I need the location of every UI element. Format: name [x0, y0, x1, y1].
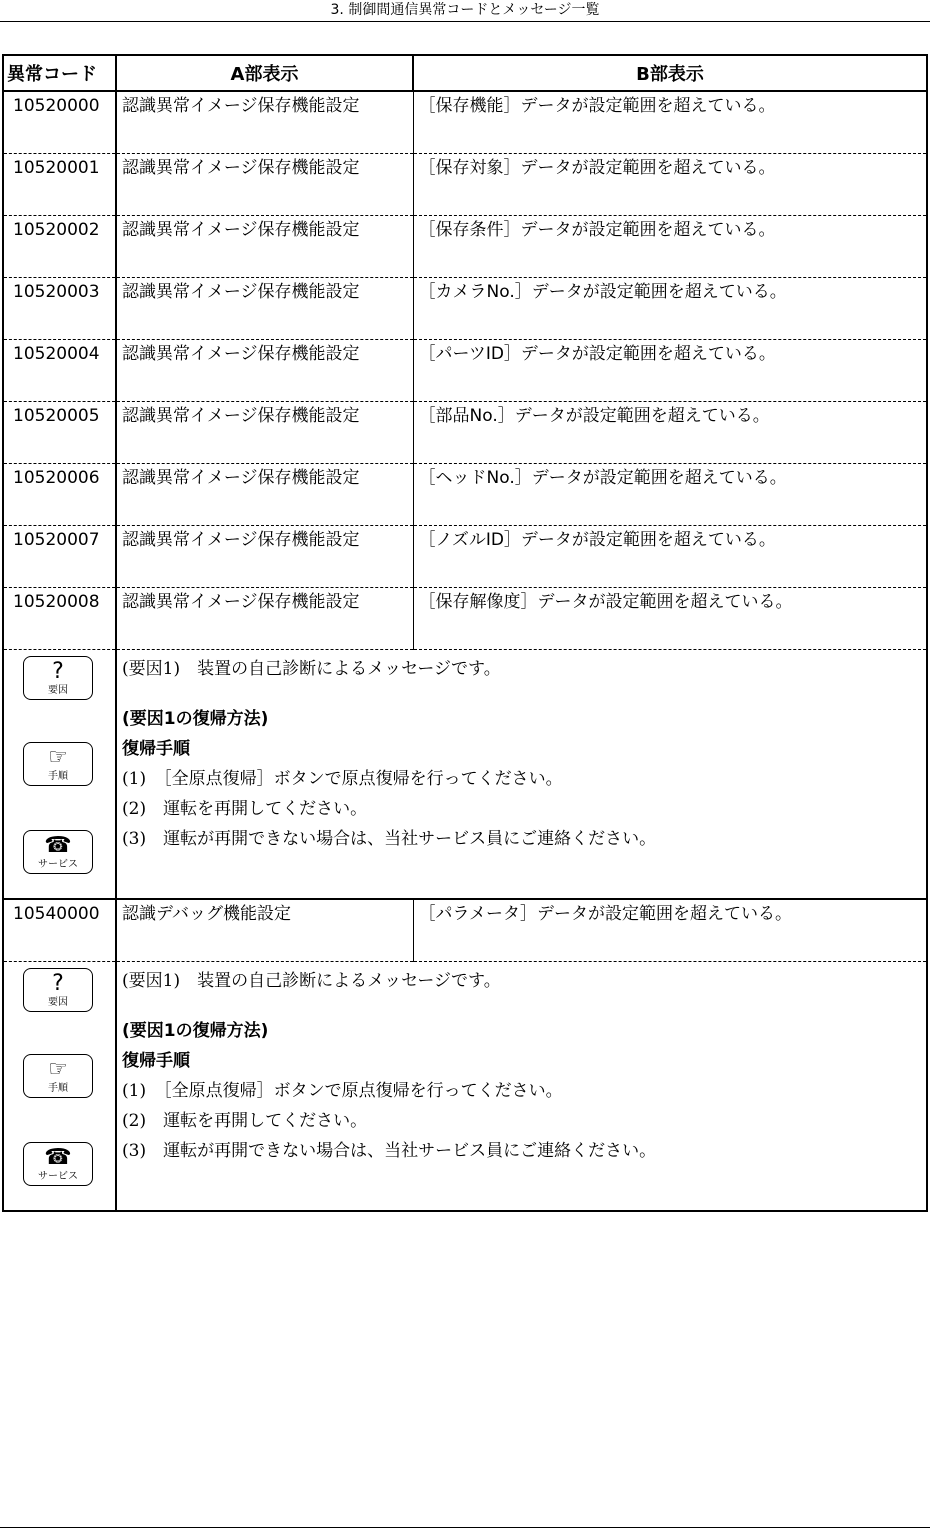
procedure-icon-label: 手順: [48, 1083, 68, 1094]
table-header-row: [3, 55, 927, 91]
a-display: 認識異常イメージ保存機能設定: [116, 216, 413, 278]
error-code: 10520003: [3, 278, 116, 340]
procedure-title: 復帰手順: [122, 739, 190, 759]
header-error-code: 異常コード: [3, 55, 116, 91]
procedure-title: 復帰手順: [122, 1051, 190, 1071]
step-3: (3) 運転が再開できない場合は、当社サービス員にご連絡ください。: [122, 829, 657, 849]
table-row: [3, 899, 927, 962]
error-code-table: [2, 54, 928, 1212]
b-display: ［部品No.］データが設定範囲を超えている。: [413, 402, 927, 464]
question-icon: ?: [52, 971, 64, 996]
table-row: [3, 278, 927, 340]
b-display: ［パラメータ］データが設定範囲を超えている。: [413, 899, 927, 962]
a-display: 認識異常イメージ保存機能設定: [116, 526, 413, 588]
error-code: 10520001: [3, 154, 116, 216]
pointing-hand-icon: ☞: [48, 745, 68, 770]
cause-text: (要因1) 装置の自己診断によるメッセージです。: [122, 971, 501, 991]
step-2: (2) 運転を再開してください。: [122, 1111, 368, 1131]
error-code: 10520005: [3, 402, 116, 464]
cause-text: (要因1) 装置の自己診断によるメッセージです。: [122, 659, 501, 679]
step-1: (1) ［全原点復帰］ボタンで原点復帰を行ってください。: [122, 1081, 563, 1101]
detail-row: [3, 650, 927, 900]
detail-row: [3, 962, 927, 1212]
error-code: 10520004: [3, 340, 116, 402]
a-display: 認識異常イメージ保存機能設定: [116, 588, 413, 650]
error-code: 10520007: [3, 526, 116, 588]
service-icon-box: [23, 830, 93, 874]
a-display: 認識異常イメージ保存機能設定: [116, 154, 413, 216]
error-code: 10520006: [3, 464, 116, 526]
b-display: ［パーツID］データが設定範囲を超えている。: [413, 340, 927, 402]
error-code: 10520002: [3, 216, 116, 278]
header-b-display: B部表示: [413, 55, 927, 91]
a-display: 認識異常イメージ保存機能設定: [116, 91, 413, 154]
procedure-icon-box: [23, 742, 93, 786]
a-display: 認識異常イメージ保存機能設定: [116, 340, 413, 402]
step-3: (3) 運転が再開できない場合は、当社サービス員にご連絡ください。: [122, 1141, 657, 1161]
service-icon-label: サービス: [38, 859, 78, 870]
recovery-title: (要因1の復帰方法): [122, 709, 269, 729]
table-row: [3, 588, 927, 650]
cause-icon-label: 要因: [48, 997, 68, 1008]
detail-text: [116, 650, 927, 900]
icon-column: [3, 650, 116, 900]
pointing-hand-icon: ☞: [48, 1057, 68, 1082]
error-code: 10520000: [3, 91, 116, 154]
table-row: [3, 526, 927, 588]
a-display: 認識異常イメージ保存機能設定: [116, 278, 413, 340]
b-display: ［保存条件］データが設定範囲を超えている。: [413, 216, 927, 278]
cause-icon-label: 要因: [48, 685, 68, 696]
b-display: ［保存対象］データが設定範囲を超えている。: [413, 154, 927, 216]
page-header: 3. 制御間通信異常コードとメッセージ一覧: [0, 0, 930, 22]
b-display: ［ヘッドNo.］データが設定範囲を超えている。: [413, 464, 927, 526]
a-display: 認識異常イメージ保存機能設定: [116, 464, 413, 526]
step-1: (1) ［全原点復帰］ボタンで原点復帰を行ってください。: [122, 769, 563, 789]
question-icon: ?: [52, 659, 64, 684]
error-code: 10520008: [3, 588, 116, 650]
table-row: [3, 402, 927, 464]
b-display: ［カメラNo.］データが設定範囲を超えている。: [413, 278, 927, 340]
b-display: ［保存解像度］データが設定範囲を超えている。: [413, 588, 927, 650]
error-code: 10540000: [3, 899, 116, 962]
a-display: 認識デバッグ機能設定: [116, 899, 413, 962]
header-a-display: A部表示: [116, 55, 413, 91]
icon-column: [3, 962, 116, 1212]
cause-icon-box: [23, 656, 93, 700]
detail-text: [116, 962, 927, 1212]
procedure-icon-label: 手順: [48, 771, 68, 782]
table-row: [3, 154, 927, 216]
cause-icon-box: [23, 968, 93, 1012]
table-row: [3, 340, 927, 402]
table-row: [3, 91, 927, 154]
table-row: [3, 464, 927, 526]
footer-rule: [0, 1527, 930, 1528]
table-row: [3, 216, 927, 278]
recovery-title: (要因1の復帰方法): [122, 1021, 269, 1041]
step-2: (2) 運転を再開してください。: [122, 799, 368, 819]
procedure-icon-box: [23, 1054, 93, 1098]
telephone-icon: ☎: [44, 833, 72, 858]
service-icon-label: サービス: [38, 1171, 78, 1182]
b-display: ［ノズルID］データが設定範囲を超えている。: [413, 526, 927, 588]
telephone-icon: ☎: [44, 1145, 72, 1170]
a-display: 認識異常イメージ保存機能設定: [116, 402, 413, 464]
b-display: ［保存機能］データが設定範囲を超えている。: [413, 91, 927, 154]
service-icon-box: [23, 1142, 93, 1186]
